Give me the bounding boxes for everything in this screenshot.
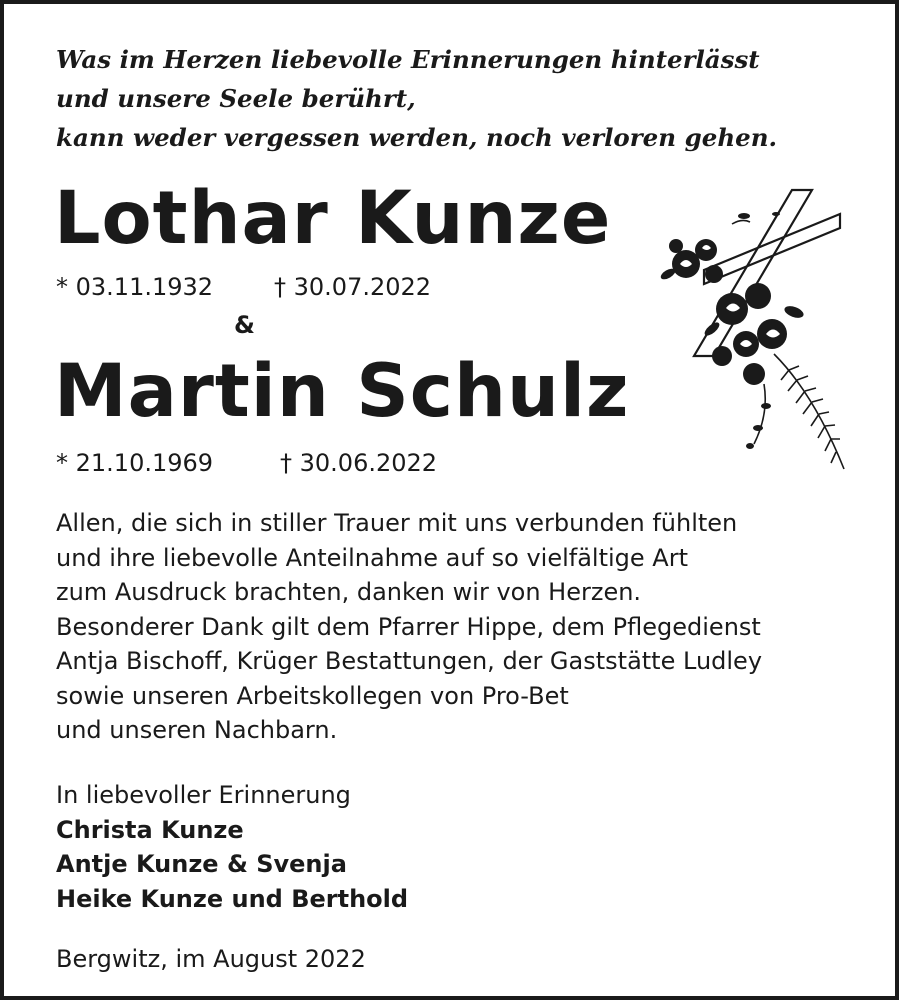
place-and-date: Bergwitz, im August 2022 xyxy=(56,945,366,973)
thanks-line: Besonderer Dank gilt dem Pfarrer Hippe, dem Pflegedienst xyxy=(56,612,761,641)
thanks-line: sowie unseren Arbeitskollegen von Pro-Bet xyxy=(56,681,569,710)
signoff-block xyxy=(56,778,408,916)
signoff-intro: In liebevoller Erinnerung xyxy=(56,781,351,809)
quote-line: Was im Herzen liebevolle Erinnerungen hinterlässt xyxy=(56,45,760,74)
life-dates-lothar xyxy=(56,272,432,302)
deceased-name-martin: Martin Schulz xyxy=(54,349,630,434)
death-date: † 30.07.2022 xyxy=(274,273,432,301)
birth-date: * 03.11.1932 xyxy=(56,273,214,301)
death-date: † 30.06.2022 xyxy=(280,449,438,477)
mourner-name: Antje Kunze & Svenja xyxy=(56,850,347,878)
thanks-line: und ihre liebevolle Anteilnahme auf so vielfältige Art xyxy=(56,543,689,572)
quote-line: und unsere Seele berührt, xyxy=(56,84,416,113)
thanks-line: Antja Bischoff, Krüger Bestattungen, der Gaststätte Ludley xyxy=(56,647,763,675)
birth-date: * 21.10.1969 xyxy=(56,449,214,477)
mourner-name: Christa Kunze xyxy=(56,815,244,844)
memorial-quote xyxy=(56,40,836,157)
quote-line: kann weder vergessen werden, noch verloren gehen. xyxy=(56,123,778,152)
thanks-line: Allen, die sich in stiller Trauer mit uns verbunden fühlten xyxy=(56,509,738,537)
life-dates-martin xyxy=(56,448,438,478)
thanks-line: zum Ausdruck brachten, danken wir von Herzen. xyxy=(56,578,642,606)
thanks-line: und unseren Nachbarn. xyxy=(56,716,338,744)
ampersand: & xyxy=(234,311,255,339)
thanks-text xyxy=(56,506,876,748)
deceased-name-lothar: Lothar Kunze xyxy=(54,176,612,261)
mourner-name: Heike Kunze und Berthold xyxy=(56,884,409,913)
cross-with-roses-icon xyxy=(654,184,864,479)
